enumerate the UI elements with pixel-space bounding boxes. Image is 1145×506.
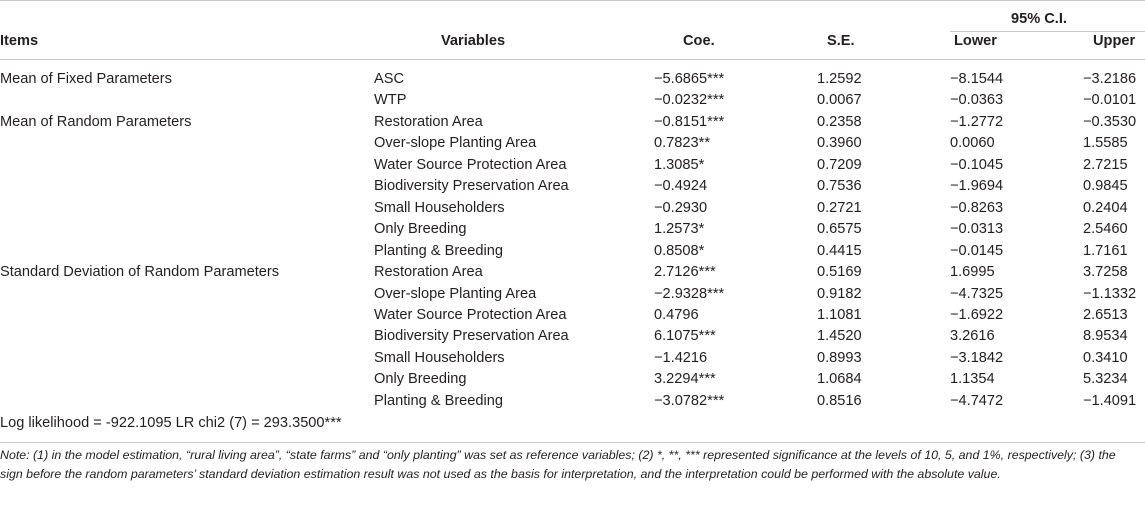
header-coe: Coe. bbox=[683, 33, 715, 49]
row-standard-error: 1.2592 bbox=[817, 71, 862, 87]
row-coefficient: 1.3085* bbox=[654, 156, 705, 173]
table-bottom-rule bbox=[0, 442, 1145, 443]
row-variable: Only Breeding bbox=[374, 221, 467, 238]
row-variable: Planting & Breeding bbox=[374, 242, 503, 259]
row-standard-error: 0.4415 bbox=[817, 242, 862, 259]
header-bottom-rule bbox=[0, 59, 1145, 60]
log-likelihood: Log likelihood = -922.1095 LR chi2 (7) = 293.3500*** bbox=[0, 415, 342, 431]
row-ci-lower: −1.6922 bbox=[950, 306, 1004, 323]
row-ci-upper: 0.9845 bbox=[1083, 178, 1128, 195]
row-ci-upper: −3.2186 bbox=[1083, 71, 1137, 87]
ci-header: 95% C.I. bbox=[1011, 11, 1067, 27]
row-variable: Over-slope Planting Area bbox=[374, 135, 537, 152]
ci-rule bbox=[950, 31, 1145, 32]
row-ci-lower: −0.0313 bbox=[950, 221, 1004, 238]
row-ci-upper: −0.0101 bbox=[1083, 92, 1137, 109]
table-top-rule bbox=[0, 0, 1145, 1]
row-ci-lower: 1.6995 bbox=[950, 264, 995, 281]
row-standard-error: 0.8516 bbox=[817, 392, 862, 409]
row-coefficient: 0.4796 bbox=[654, 306, 699, 323]
row-variable: ASC bbox=[374, 71, 405, 87]
row-standard-error: 0.8993 bbox=[817, 349, 862, 366]
header-lower: Lower bbox=[954, 33, 997, 49]
row-standard-error: 0.5169 bbox=[817, 264, 862, 281]
row-ci-lower: −0.8263 bbox=[950, 199, 1004, 216]
row-ci-lower: −8.1544 bbox=[950, 71, 1004, 87]
row-variable: Water Source Protection Area bbox=[374, 306, 567, 323]
row-coefficient: −0.8151*** bbox=[654, 113, 725, 130]
row-ci-lower: 1.1354 bbox=[950, 371, 995, 388]
row-coefficient: −3.0782*** bbox=[654, 392, 725, 409]
row-variable: Biodiversity Preservation Area bbox=[374, 178, 569, 195]
row-ci-lower: −4.7472 bbox=[950, 392, 1004, 409]
row-coefficient: 6.1075*** bbox=[654, 328, 716, 345]
row-standard-error: 0.7536 bbox=[817, 178, 862, 195]
row-ci-upper: −1.1332 bbox=[1083, 285, 1137, 302]
row-ci-upper: 2.5460 bbox=[1083, 221, 1128, 238]
row-ci-upper: 3.7258 bbox=[1083, 264, 1128, 281]
row-ci-lower: −0.0145 bbox=[950, 242, 1004, 259]
row-coefficient: 0.7823** bbox=[654, 135, 710, 152]
row-coefficient: 3.2294*** bbox=[654, 371, 716, 388]
row-ci-lower: −0.1045 bbox=[950, 156, 1004, 173]
row-standard-error: 0.6575 bbox=[817, 221, 862, 238]
row-ci-upper: −0.3530 bbox=[1083, 113, 1137, 130]
row-variable: Only Breeding bbox=[374, 371, 467, 388]
row-variable: WTP bbox=[374, 92, 407, 109]
row-variable: Over-slope Planting Area bbox=[374, 285, 537, 302]
row-coefficient: 1.2573* bbox=[654, 221, 705, 238]
row-ci-lower: 0.0060 bbox=[950, 135, 995, 152]
row-variable: Biodiversity Preservation Area bbox=[374, 328, 569, 345]
row-coefficient: −0.4924 bbox=[654, 178, 708, 195]
row-ci-upper: 5.3234 bbox=[1083, 371, 1128, 388]
row-standard-error: 0.2358 bbox=[817, 113, 862, 130]
row-variable: Restoration Area bbox=[374, 264, 483, 281]
row-variable: Small Householders bbox=[374, 199, 505, 216]
row-coefficient: −0.2930 bbox=[654, 199, 708, 216]
header-upper: Upper bbox=[1093, 33, 1136, 49]
row-ci-lower: −3.1842 bbox=[950, 349, 1004, 366]
row-item: Mean of Random Parameters bbox=[0, 113, 192, 130]
row-standard-error: 0.9182 bbox=[817, 285, 862, 302]
row-ci-upper: 8.9534 bbox=[1083, 328, 1128, 345]
row-variable: Planting & Breeding bbox=[374, 392, 503, 409]
row-coefficient: −5.6865*** bbox=[654, 71, 725, 87]
row-standard-error: 1.0684 bbox=[817, 371, 862, 388]
row-standard-error: 1.1081 bbox=[817, 306, 862, 323]
header-variables: Variables bbox=[441, 33, 506, 49]
row-ci-upper: −1.4091 bbox=[1083, 392, 1137, 409]
header-items: Items bbox=[0, 33, 39, 49]
row-ci-lower: −1.9694 bbox=[950, 178, 1004, 195]
row-coefficient: −1.4216 bbox=[654, 349, 708, 366]
row-ci-upper: 2.7215 bbox=[1083, 156, 1128, 173]
row-variable: Restoration Area bbox=[374, 113, 483, 130]
row-coefficient: −2.9328*** bbox=[654, 285, 725, 302]
row-standard-error: 1.4520 bbox=[817, 328, 862, 345]
row-ci-lower: 3.2616 bbox=[950, 328, 995, 345]
row-item: Standard Deviation of Random Parameters bbox=[0, 264, 280, 281]
row-variable: Small Householders bbox=[374, 349, 505, 366]
row-ci-lower: −1.2772 bbox=[950, 113, 1004, 130]
row-item: Mean of Fixed Parameters bbox=[0, 71, 172, 87]
row-ci-upper: 1.7161 bbox=[1083, 242, 1128, 259]
row-ci-upper: 1.5585 bbox=[1083, 135, 1128, 152]
row-variable: Water Source Protection Area bbox=[374, 156, 567, 173]
row-ci-upper: 0.2404 bbox=[1083, 199, 1128, 216]
row-standard-error: 0.7209 bbox=[817, 156, 862, 173]
row-standard-error: 0.2721 bbox=[817, 199, 862, 216]
row-standard-error: 0.3960 bbox=[817, 135, 862, 152]
row-ci-lower: −0.0363 bbox=[950, 92, 1004, 109]
row-ci-upper: 2.6513 bbox=[1083, 306, 1128, 323]
row-ci-lower: −4.7325 bbox=[950, 285, 1004, 302]
row-standard-error: 0.0067 bbox=[817, 92, 862, 109]
row-coefficient: 2.7126*** bbox=[654, 264, 716, 281]
header-se: S.E. bbox=[827, 33, 855, 49]
table-note: Note: (1) in the model estimation, “rural living area”, “state farms” and “only planting” was set as reference variables; (2) *, **, *** represented significance at the levels of 10, 5, and 1%, respectively; (3) the sign before the random parameters’ standard deviation estimation result was not used as the basis for interpretation, and the interpretation could be performed with the absolute value. bbox=[0, 448, 1116, 481]
row-coefficient: 0.8508* bbox=[654, 242, 705, 259]
row-ci-upper: 0.3410 bbox=[1083, 349, 1128, 366]
row-coefficient: −0.0232*** bbox=[654, 92, 725, 109]
